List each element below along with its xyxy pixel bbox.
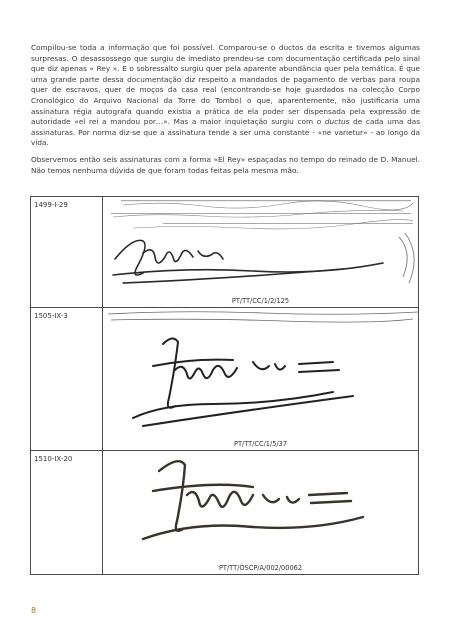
signature-row-3	[31, 451, 419, 575]
archive-reference: PT/TT/CC/1/5/37	[233, 440, 288, 448]
archive-reference: PT/TT/OSCP/A/002/00062	[218, 564, 303, 572]
paragraph-1-tail: de cada uma das assinaturas. Por norma diz-se que a assinatura tende a ser uma constante - «ne varietur» - ao longo da vida.	[31, 117, 420, 148]
signatures-table	[30, 196, 419, 575]
signature-row-1	[31, 197, 419, 308]
body-text	[31, 43, 420, 182]
signature-image-cell	[103, 197, 419, 308]
date-cell: 1499-I-29	[31, 197, 103, 308]
page-number: 8	[31, 606, 37, 615]
signature-1510-image	[103, 451, 423, 561]
date-cell: 1505-IX-3	[31, 308, 103, 451]
paragraph-1-text: Compilou-se toda a informação que foi possível. Comparou-se o ductos da escrita e tivemos algumas surpresas. O desassossego que surgiu de imediato prendeu-se com documentação certificada pelo sinal que diz apenas « Rey ». E o sobressalto surgiu quer pela aparente abundância quer pela temática. É que uma grande parte dessa documentação diz respeito a mandados de pagamento de verbas para roupa quer de escravos, quer de moços da casa real (encontrando-se hoje guardados na colecção Corpo Cronológico do Arquivo Nacional da Torre do Tombo) o que, aparentemente, não justificaria uma assinatura régia autografa quando existia a prática de ela poder ser dispensada pela expressão de autoridade «el rei a mandou por…». Mas a maior inquietação surgiu com o	[31, 43, 420, 127]
signature-image-cell	[103, 308, 419, 451]
paragraph-2: Observemos então seis assinaturas com a forma «El Rey» espaçadas no tempo do reinado de D. Manuel. Não temos nenhuma dúvida de que foram todas feitas pela mesma mão.	[31, 154, 420, 175]
signature-row-2	[31, 308, 419, 451]
signature-image-cell	[103, 451, 419, 575]
paragraph-1	[31, 43, 420, 149]
paragraph-1-emphasis: ductus	[324, 117, 350, 127]
signature-1499-image	[103, 197, 423, 293]
archive-reference: PT/TT/CC/1/2/125	[231, 297, 290, 305]
date-cell: 1510-IX-20	[31, 451, 103, 575]
signature-1505-image	[103, 308, 423, 436]
